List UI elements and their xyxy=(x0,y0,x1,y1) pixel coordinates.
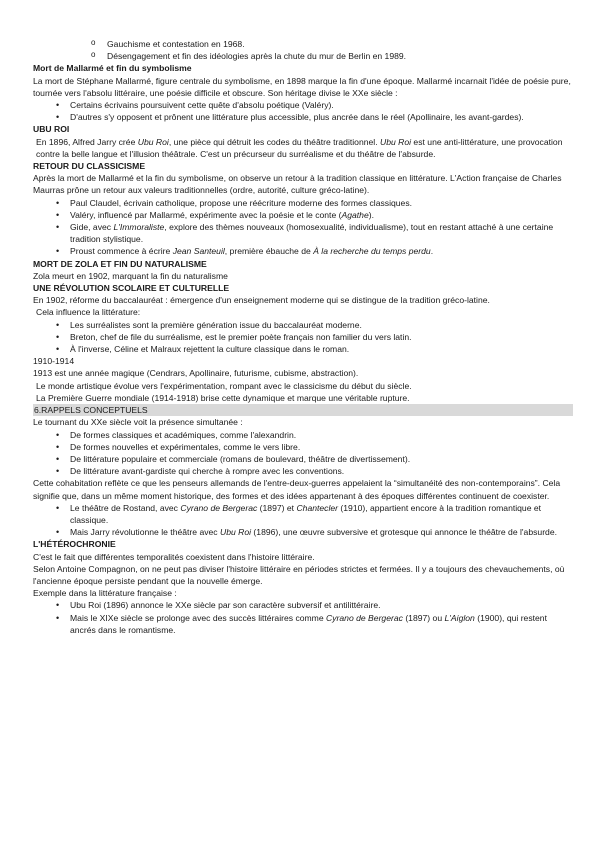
zola-text: Zola meurt en 1902, marquant la fin du naturalisme xyxy=(33,270,228,281)
list-item: • Le théâtre de Rostand, avec Cyrano de Bergerac (1897) et Chantecler (1910), appartient encore à la tradition romantique et classique. xyxy=(33,502,573,526)
document-page xyxy=(33,38,573,636)
list-item: • De formes classiques et académiques, comme l'alexandrin. xyxy=(33,429,573,441)
revolution-list xyxy=(33,319,573,356)
years-label: 1910-1914 xyxy=(33,356,75,367)
list-item: • Mais le XIXe siècle se prolonge avec des succès littéraires comme Cyrano de Bergerac (1897) ou L'Aiglon (1900), qui restent ancrés dans le romantisme. xyxy=(33,612,573,636)
list-item: o Désengagement et fin des idéologies après la chute du mur de Berlin en 1989. xyxy=(33,50,573,62)
list-item: • À l'inverse, Céline et Malraux rejettent la culture classique dans le roman. xyxy=(33,343,573,355)
hetero-p3: Exemple dans la littérature française : xyxy=(33,588,177,599)
revolution-p4: Le monde artistique évolue vers l'expérimentation, rompant avec le classicisme du début du siècle. xyxy=(36,380,412,391)
classicisme-list xyxy=(33,197,573,258)
hetero-p1: C'est le fait que différentes temporalités coexistent dans l'histoire littéraire. xyxy=(33,551,315,562)
revolution-p3: 1913 est une année magique (Cendrars, Apollinaire, futurisme, cubisme, abstraction). xyxy=(33,368,359,379)
rappels-p2: Cette cohabitation reflète ce que les penseurs allemands de l'entre-deux-guerres appelaient la “simultanéité des non-contemporains”. Cela signifie que, dans un même moment historique, des formes et des idées appartenant à des époques différentes continuent de coexister. xyxy=(33,478,561,501)
mallarme-intro: La mort de Stéphane Mallarmé, figure centrale du symbolisme, en 1898 marque la fin d'une époque. Mallarmé incarnait l'idée de poésie pure, tournée vers l'absolu littéraire, une poésie difficile et obscure. Son héritage divise le XXe siècle : xyxy=(33,75,571,98)
list-item: • De formes nouvelles et expérimentales, comme le vers libre. xyxy=(33,441,573,453)
mallarme-list xyxy=(33,99,573,123)
top-sublist xyxy=(33,38,573,62)
list-item: • De littérature populaire et commerciale (romans de boulevard, théâtre de divertissement). xyxy=(33,453,573,465)
heading-zola: MORT DE ZOLA ET FIN DU NATURALISME xyxy=(33,258,207,269)
list-item: • Ubu Roi (1896) annonce le XXe siècle par son caractère subversif et antilittéraire. xyxy=(33,599,573,611)
rappels-intro: Le tournant du XXe siècle voit la présence simultanée : xyxy=(33,417,243,428)
hetero-list xyxy=(33,599,573,636)
classicisme-intro: Après la mort de Mallarmé et la fin du symbolisme, on observe un retour à la tradition classique en littérature. L'Action française de Charles Maurras prône un retour aux valeurs traditionnelles (ordre, autorité, culture gréco-latine). xyxy=(33,173,562,196)
list-item: • De littérature avant-gardiste qui cherche à rompre avec les conventions. xyxy=(33,465,573,477)
list-item: • Mais Jarry révolutionne le théâtre avec Ubu Roi (1896), une œuvre subversive et grotesque qui annonce le théâtre de l'absurde. xyxy=(33,526,573,538)
list-item: • Les surréalistes sont la première génération issue du baccalauréat moderne. xyxy=(33,319,573,331)
heading-classicisme: RETOUR DU CLASSICISME xyxy=(33,161,146,172)
revolution-p1: En 1902, réforme du baccalauréat : émergence d'un enseignement moderne qui se distingue de la tradition gréco-latine. xyxy=(33,295,490,306)
rappels-list-2 xyxy=(33,502,573,539)
revolution-p5: La Première Guerre mondiale (1914-1918) brise cette dynamique et marque une véritable rupture. xyxy=(36,392,410,403)
heading-mallarme: Mort de Mallarmé et fin du symbolisme xyxy=(33,63,192,74)
list-item: o Gauchisme et contestation en 1968. xyxy=(33,38,573,50)
list-item: • Proust commence à écrire Jean Santeuil, première ébauche de À la recherche du temps perdu. xyxy=(33,245,573,257)
rappels-list xyxy=(33,429,573,478)
list-item: • D'autres s'y opposent et prônent une littérature plus accessible, plus ancrée dans le réel (Apollinaire, les avant-gardes). xyxy=(33,111,573,123)
list-item: • Breton, chef de file du surréalisme, est le premier poète français non familier du vers latin. xyxy=(33,331,573,343)
heading-revolution: UNE RÉVOLUTION SCOLAIRE ET CULTURELLE xyxy=(33,283,230,294)
list-item: • Valéry, influencé par Mallarmé, expérimente avec la poésie et le conte (Agathe). xyxy=(33,209,573,221)
hetero-p2: Selon Antoine Compagnon, on ne peut pas diviser l'histoire littéraire en périodes strictes et fermées. Il y a toujours des chevauchements, où l'ancienne époque persiste pendant que la nouvelle émerge. xyxy=(33,563,565,586)
list-item: • Paul Claudel, écrivain catholique, propose une réécriture moderne des formes classiques. xyxy=(33,197,573,209)
revolution-p2: Cela influence la littérature: xyxy=(36,307,141,318)
ubu-paragraph: En 1896, Alfred Jarry crée Ubu Roi, une pièce qui détruit les codes du théâtre traditionnel. Ubu Roi est une anti-littérature, une provocation contre la belle langue et l'illusion théâtrale. C'est un précurseur du surréalisme et du théâtre de l'absurde. xyxy=(36,136,563,159)
list-item: • Certains écrivains poursuivent cette quête d'absolu poétique (Valéry). xyxy=(33,99,573,111)
heading-heterochronie: L'HÉTÉROCHRONIE xyxy=(33,539,116,550)
heading-rappels: 6.RAPPELS CONCEPTUELS xyxy=(33,404,573,416)
heading-ubu-roi: UBU ROI xyxy=(33,124,70,135)
list-item: • Gide, avec L'Immoraliste, explore des thèmes nouveaux (homosexualité, individualisme), tout en restant attaché à une certaine tradition stylistique. xyxy=(33,221,573,245)
